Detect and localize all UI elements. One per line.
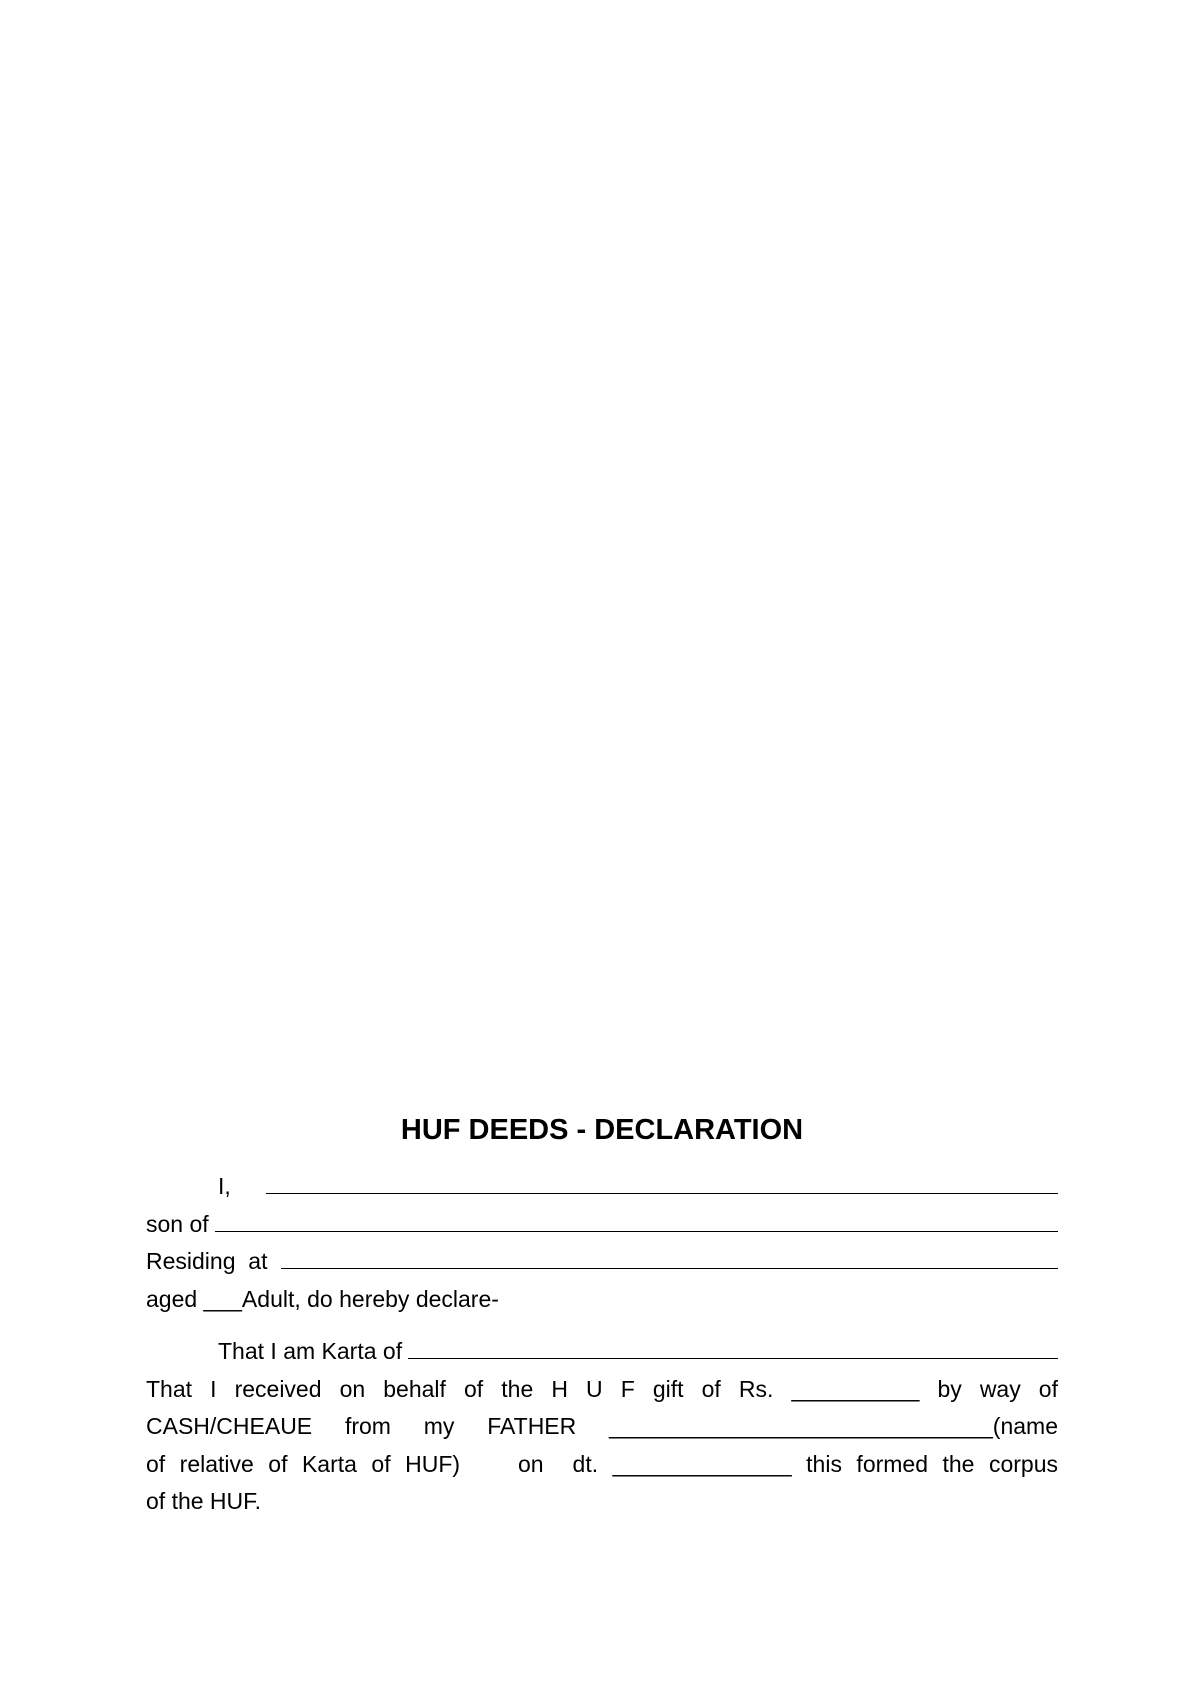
document-body xyxy=(146,1108,1058,1521)
name-line xyxy=(146,1168,1058,1206)
residence-label: Residing at xyxy=(146,1248,268,1274)
father-label: son of xyxy=(146,1210,209,1237)
corpus-line: of the HUF. xyxy=(146,1488,262,1514)
residence-blank xyxy=(281,1250,1058,1269)
residence-line xyxy=(146,1243,1058,1281)
karta-label: That I am Karta of xyxy=(218,1338,403,1364)
name-label: I, xyxy=(218,1173,231,1199)
gift-amount-line: That I received on behalf of the H U F gift of Rs. __________ by way of xyxy=(146,1375,1058,1402)
gift-paragraph xyxy=(146,1333,1058,1521)
paragraph-gap xyxy=(146,1318,1058,1333)
name-blank xyxy=(266,1175,1058,1194)
document-title: HUF DEEDS - DECLARATION xyxy=(400,1114,804,1146)
declarant-paragraph xyxy=(146,1168,1058,1318)
father-line xyxy=(146,1206,1058,1244)
payment-mode-line: CASH/CHEAUE from my FATHER ______________________________(name xyxy=(146,1413,1058,1439)
relative-date-line: of relative of Karta of HUF) on dt. ______________ this formed the corpus xyxy=(146,1450,1058,1477)
father-blank xyxy=(215,1213,1058,1232)
karta-blank xyxy=(408,1340,1058,1359)
age-declaration-line: aged ___Adult, do hereby declare- xyxy=(146,1285,499,1312)
karta-line xyxy=(146,1333,1058,1371)
